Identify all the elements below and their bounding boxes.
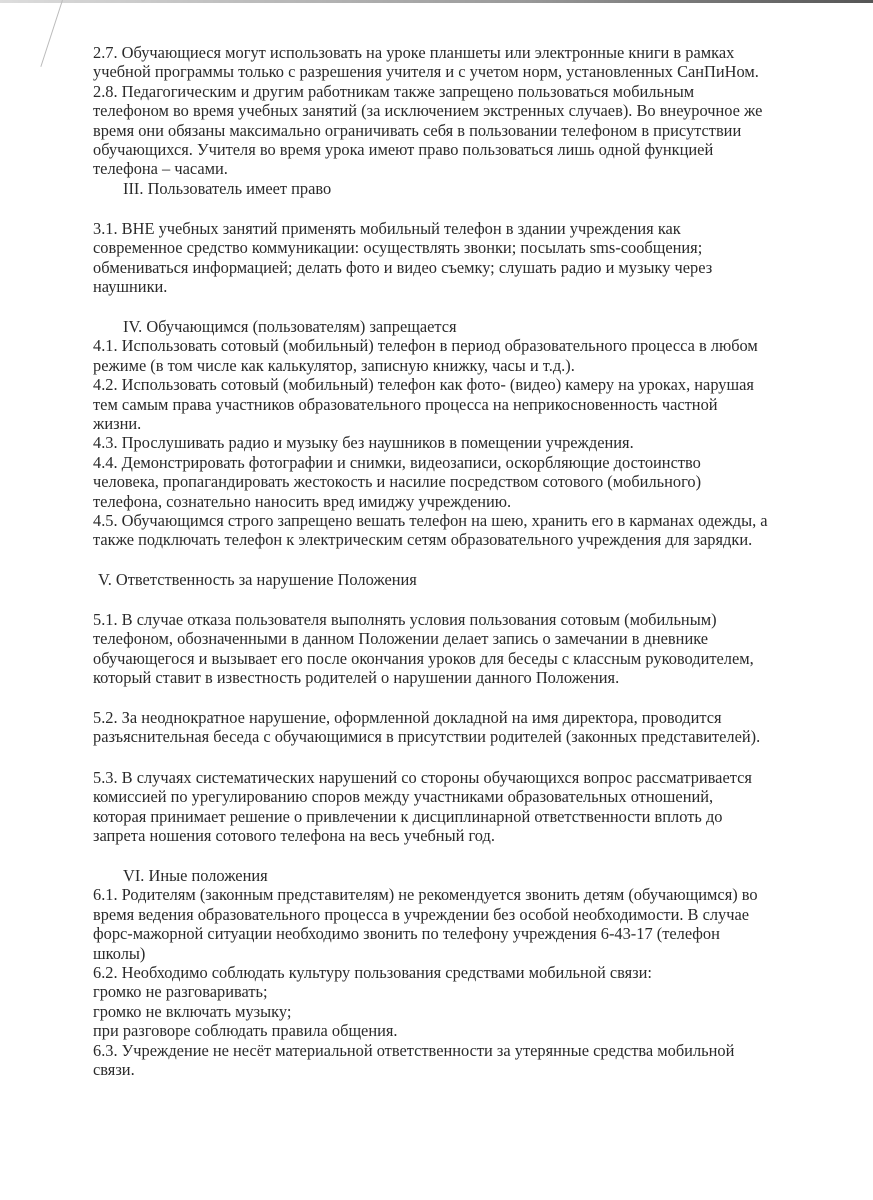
section-3-heading: III. Пользователь имеет право (123, 178, 332, 198)
text-line: громко не включать музыку; (93, 1001, 292, 1021)
text-line: телефоном во время учебных занятий (за исключением экстренных случаев). Во внеурочное же (93, 101, 763, 121)
text-line: связи. (93, 1060, 135, 1080)
scan-edge (0, 0, 873, 3)
clause-5-1 (93, 610, 754, 688)
text-line: телефона, сознательно наносить вред имиджу учреждению. (93, 491, 512, 511)
text-line: форс-мажорной ситуации необходимо звонить по телефону учреждения 6-43-17 (телефон (93, 924, 720, 944)
text-line: 6.3. Учреждение не несёт материальной ответственности за утерянные средства мобильной (93, 1040, 735, 1060)
text-line: 6.1. Родителям (законным представителям) не рекомендуется звонить детям (обучающимся) во (93, 885, 758, 905)
text-line: обучающихся. Учителя во время урока имеют право пользоваться лишь одной функцией (93, 140, 714, 160)
scan-fold-line (40, 0, 63, 67)
section-6-heading: VI. Иные положения (123, 866, 268, 885)
text-line: время они обязаны максимально ограничивать себя в пользовании телефоном в присутствии (93, 120, 742, 140)
text-line: запрета ношения сотового телефона на весь учебный год. (93, 826, 495, 846)
text-line: при разговоре соблюдать правила общения. (93, 1021, 398, 1041)
text-line: учебной программы только с разрешения учителя и с учетом норм, установленных СанПиНом. (93, 62, 759, 82)
text-line: телефоном, обозначенными в данном Положении делает запись о замечании в дневнике (93, 629, 709, 649)
section-4-heading: IV. Обучающимся (пользователям) запрещается (123, 317, 457, 336)
text-line: 2.8. Педагогическим и другим работникам также запрещено пользоваться мобильным (93, 81, 695, 101)
text-line: также подключать телефон к электрическим сетям образовательного учреждения для зарядки. (93, 530, 753, 550)
section-5-heading: V. Ответственность за нарушение Положения (98, 570, 417, 589)
text-line: 2.7. Обучающиеся могут использовать на уроке планшеты или электронные книги в рамках (93, 43, 735, 62)
text-line: 5.2. За неоднократное нарушение, оформленной докладной на имя директора, проводится (93, 708, 722, 727)
section-4 (93, 317, 768, 550)
text-line: которая принимает решение о привлечении к дисциплинарной ответственности вплоть до (93, 806, 723, 826)
text-line: 4.2. Использовать сотовый (мобильный) телефон как фото- (видео) камеру на уроках, нарушая (93, 375, 754, 395)
text-line: жизни. (93, 414, 142, 434)
text-line: 4.4. Демонстрировать фотографии и снимки, видеозаписи, оскорбляющие достоинство (93, 452, 701, 472)
text-line: обучающегося и вызывает его после окончания уроков для беседы с классным руководителем, (93, 648, 754, 668)
text-line: 4.1. Использовать сотовый (мобильный) телефон в период образовательного процесса в любом (93, 336, 758, 356)
text-line: который ставит в известность родителей о нарушении данного Положения. (93, 668, 620, 688)
clause-5-3 (93, 768, 752, 846)
clause-5-2 (93, 708, 760, 747)
section-5-heading-block (93, 570, 417, 589)
text-line: 4.3. Прослушивать радио и музыку без наушников в помещении учреждения. (93, 433, 634, 453)
text-line: время ведения образовательного процесса в учреждении без особой необходимости. В случае (93, 904, 750, 924)
text-line: разъяснительная беседа с обучающимися в присутствии родителей (законных представителей). (93, 727, 761, 747)
text-line: современное средство коммуникации: осуществлять звонки; посылать sms-сообщения; (93, 238, 703, 258)
text-line: телефона – часами. (93, 159, 228, 179)
text-line: 4.5. Обучающимся строго запрещено вешать телефон на шею, хранить его в карманах одежды, а (93, 511, 768, 531)
text-line: 3.1. ВНЕ учебных занятий применять мобильный телефон в здании учреждения как (93, 219, 681, 238)
text-line: 6.2. Необходимо соблюдать культуру пользования средствами мобильной связи: (93, 963, 652, 983)
section-2-continued (93, 43, 762, 198)
text-line: школы) (93, 943, 146, 963)
section-3 (93, 219, 712, 297)
text-line: 5.3. В случаях систематических нарушений со стороны обучающихся вопрос рассматривается (93, 768, 752, 787)
section-6 (93, 866, 758, 1079)
text-line: тем самым права участников образовательного процесса на неприкосновенность частной (93, 394, 718, 414)
text-line: обмениваться информацией; делать фото и видео съемку; слушать радио и музыку через (93, 257, 713, 277)
text-line: наушники. (93, 277, 168, 297)
text-line: комиссией по урегулированию споров между участниками образовательных отношений, (93, 787, 714, 807)
text-line: человека, пропагандировать жестокость и насилие посредством сотового (мобильного) (93, 472, 702, 492)
text-line: режиме (в том числе как калькулятор, записную книжку, часы и т.д.). (93, 355, 575, 375)
text-line: 5.1. В случае отказа пользователя выполнять условия пользования сотовым (мобильным) (93, 610, 717, 629)
text-line: громко не разговаривать; (93, 982, 268, 1002)
